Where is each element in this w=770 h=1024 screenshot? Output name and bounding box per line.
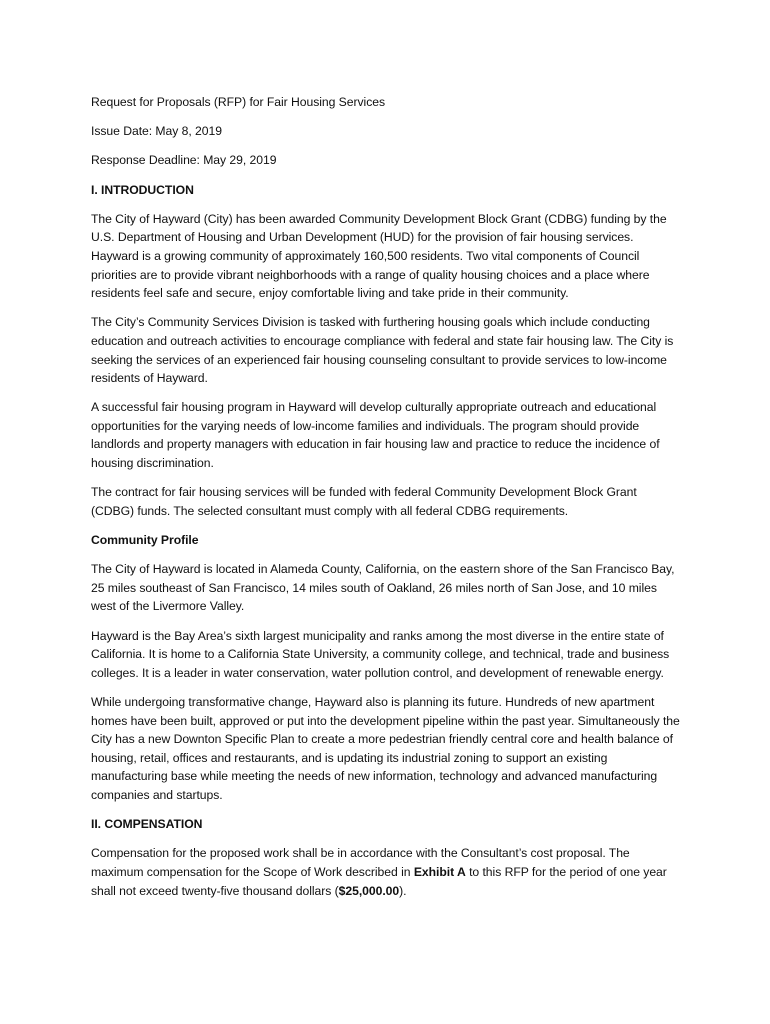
community-profile-heading: Community Profile bbox=[91, 533, 199, 548]
introduction-heading: I. INTRODUCTION bbox=[91, 182, 194, 197]
introduction-paragraph: A successful fair housing program in Hayward will develop culturally appropriate outreach and educational opportunities for the varying needs of low-income families and individuals. The program should provide landlords and property managers with education in fair housing law and practice to reduce the incidence of housing discrimination. bbox=[91, 400, 660, 471]
response-deadline: Response Deadline: May 29, 2019 bbox=[91, 153, 277, 168]
compensation-paragraph bbox=[91, 844, 681, 900]
compensation-text: to this RFP for the period of one year shall not exceed twenty-five thousand dollars ( bbox=[91, 864, 667, 898]
introduction-paragraph: The City of Hayward (City) has been awarded Community Development Block Grant (CDBG) funding by the U.S. Department of Housing and Urban Development (HUD) for the provision of fair housing services. Hayward is a growing community of approximately 160,500 residents. Two vital components of Council priorities are to provide vibrant neighborhoods with a range of quality housing choices and a place where residents feel safe and secure, enjoy comfortable living and take pride in their community. bbox=[91, 211, 667, 301]
introduction-paragraph: The contract for fair housing services will be funded with federal Community Development Block Grant (CDBG) funds. The selected consultant must comply with all federal CDBG requirements. bbox=[91, 485, 637, 518]
exhibit-reference: Exhibit A bbox=[413, 864, 466, 879]
community-profile-paragraph: Hayward is the Bay Area’s sixth largest municipality and ranks among the most diverse in the entire state of California. It is home to a California State University, a community college, and technical, trade and business colleges. It is a leader in water conservation, water pollution control, and development of renewable energy. bbox=[91, 628, 670, 680]
compensation-text: Compensation for the proposed work shall be in accordance with the Consultant’s cost proposal. The maximum compensation for the Scope of Work described in bbox=[91, 846, 630, 879]
document-title: Request for Proposals (RFP) for Fair Housing Services bbox=[91, 95, 386, 109]
community-profile-paragraph: While undergoing transformative change, Hayward also is planning its future. Hundreds of new apartment homes have been built, approved or put into the development pipeline within the past year. Simultaneously the City has a new Downton Specific Plan to create a more pedestrian friendly central core and health balance of housing, retail, offices and restaurants, and is updating its industrial zoning to support an existing manufacturing base while meeting the needs of new information, technology and advanced manufacturing companies and startups. bbox=[91, 694, 680, 802]
compensation-amount: $25,000.00 bbox=[338, 883, 400, 898]
community-profile-paragraph: The City of Hayward is located in Alameda County, California, on the eastern shore of the San Francisco Bay, 25 miles southeast of San Francisco, 14 miles south of Oakland, 26 miles north of San Jose, and 10 miles west of the Livermore Valley. bbox=[91, 562, 675, 614]
introduction-paragraph: The City’s Community Services Division is tasked with furthering housing goals which include conducting education and outreach activities to encourage compliance with federal and state fair housing law. The City is seeking the services of an experienced fair housing counseling consultant to provide services to low-income residents of Hayward. bbox=[91, 315, 674, 386]
compensation-text: ). bbox=[399, 883, 407, 898]
issue-date: Issue Date: May 8, 2019 bbox=[91, 124, 222, 139]
compensation-heading: II. COMPENSATION bbox=[91, 817, 203, 832]
document-page bbox=[91, 93, 681, 911]
